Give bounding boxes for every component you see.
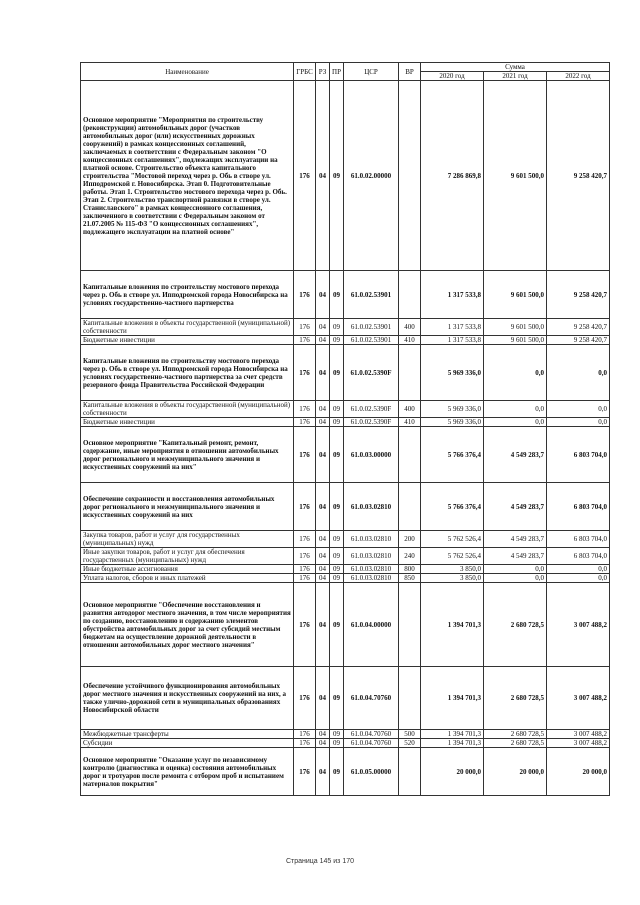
row-rz: 04	[316, 730, 330, 739]
row-2021: 9 601 500,0	[484, 81, 547, 271]
row-2022: 0,0	[547, 401, 610, 418]
row-grbs: 176	[294, 401, 316, 418]
row-2021: 9 601 500,0	[484, 319, 547, 336]
row-2021: 4 549 283,7	[484, 548, 547, 565]
header-2020: 2020 год	[421, 72, 484, 81]
row-name: Обеспечение сохранности и восстановления автомобильных дорог регионального и межмуниципального значения и искусственных сооружений на них	[81, 483, 294, 531]
row-grbs: 176	[294, 565, 316, 574]
row-2021: 9 601 500,0	[484, 336, 547, 345]
table-row	[81, 345, 610, 401]
row-2022: 3 007 488,2	[547, 730, 610, 739]
row-csr: 61.0.02.5390F	[344, 401, 399, 418]
row-2021: 2 680 728,5	[484, 739, 547, 748]
table-row	[81, 565, 610, 574]
row-2020: 1 394 701,3	[421, 667, 484, 730]
row-name: Капитальные вложения в объекты государственной (муниципальной) собственности	[81, 319, 294, 336]
row-2022: 0,0	[547, 418, 610, 427]
row-pr: 09	[330, 667, 344, 730]
row-2020: 1 317 533,8	[421, 336, 484, 345]
row-rz: 04	[316, 336, 330, 345]
header-2022: 2022 год	[547, 72, 610, 81]
row-grbs: 176	[294, 531, 316, 548]
row-vr: 240	[399, 548, 421, 565]
table-row	[81, 730, 610, 739]
header-vr: ВР	[399, 63, 421, 81]
row-rz: 04	[316, 583, 330, 667]
row-pr: 09	[330, 583, 344, 667]
row-pr: 09	[330, 565, 344, 574]
table-row	[81, 667, 610, 730]
row-name: Основное мероприятие "Оказание услуг по независимому контролю (диагностика и оценка) состояния автомобильных дорог и тротуаров после ремонта с отбором проб и испытанием материалов покрытия"	[81, 748, 294, 796]
row-name: Капитальные вложения в объекты государственной (муниципальной) собственности	[81, 401, 294, 418]
row-vr	[399, 483, 421, 531]
row-2021: 2 680 728,5	[484, 583, 547, 667]
table-row	[81, 531, 610, 548]
row-2021: 4 549 283,7	[484, 427, 547, 483]
page-footer: Страница 145 из 170	[285, 858, 355, 865]
table-row	[81, 548, 610, 565]
row-grbs: 176	[294, 739, 316, 748]
row-pr: 09	[330, 739, 344, 748]
row-csr: 61.0.02.5390F	[344, 418, 399, 427]
row-name: Основное мероприятие "Мероприятия по строительству (реконструкции) автомобильных дорог (участков автомобильных дорог (или) искусственных дорожных сооружений) в рамках концессионных соглашений, заключаемых в соответствии с Федеральным законом "О концессионных соглашениях", подлежащих эксплуатации на платной основе. Строительство объекта капитального строительства "Мостовой переход через р. Обь в створе ул. Ипподромской г. Новосибирска. Этап 0. Подготовительные работы. Этап 1. Строительство мостового перехода через р. Обь. Этап 2. Строительство транспортной развязки в створе ул. Станиславского" в рамках концессионного соглашения, заключенного в соответствии с Федеральным законом от 21.07.2005 № 115-ФЗ "О концессионных соглашениях", подлежащего эксплуатации на платной основе"	[81, 81, 294, 271]
header-csr: ЦСР	[344, 63, 399, 81]
row-2020: 20 000,0	[421, 748, 484, 796]
table-row	[81, 739, 610, 748]
table-row	[81, 336, 610, 345]
row-2021: 0,0	[484, 574, 547, 583]
row-name: Иные бюджетные ассигнования	[81, 565, 294, 574]
row-2021: 2 680 728,5	[484, 730, 547, 739]
row-2022: 6 803 704,0	[547, 483, 610, 531]
row-grbs: 176	[294, 271, 316, 319]
row-grbs: 176	[294, 418, 316, 427]
header-grbs: ГРБС	[294, 63, 316, 81]
row-2022: 9 258 420,7	[547, 319, 610, 336]
row-rz: 04	[316, 739, 330, 748]
row-grbs: 176	[294, 319, 316, 336]
row-vr	[399, 667, 421, 730]
row-vr: 520	[399, 739, 421, 748]
row-2020: 5 766 376,4	[421, 427, 484, 483]
row-name: Бюджетные инвестиции	[81, 418, 294, 427]
row-name: Основное мероприятие "Капитальный ремонт, ремонт, содержание, иные мероприятия в отношении автомобильных дорог регионального и межмуниципального значения и искусственных сооружений на них"	[81, 427, 294, 483]
row-2022: 9 258 420,7	[547, 336, 610, 345]
row-2020: 3 850,0	[421, 565, 484, 574]
row-pr: 09	[330, 748, 344, 796]
row-pr: 09	[330, 531, 344, 548]
row-grbs: 176	[294, 667, 316, 730]
row-2020: 5 969 336,0	[421, 401, 484, 418]
row-pr: 09	[330, 345, 344, 401]
row-2021: 0,0	[484, 345, 547, 401]
row-vr: 200	[399, 531, 421, 548]
row-rz: 04	[316, 319, 330, 336]
row-2020: 5 969 336,0	[421, 418, 484, 427]
row-rz: 04	[316, 667, 330, 730]
row-csr: 61.0.02.00000	[344, 81, 399, 271]
header-sum: Сумма	[421, 63, 610, 72]
row-csr: 61.0.04.70760	[344, 730, 399, 739]
row-rz: 04	[316, 401, 330, 418]
table-row	[81, 81, 610, 271]
table-row	[81, 427, 610, 483]
row-vr	[399, 427, 421, 483]
row-csr: 61.0.03.02810	[344, 483, 399, 531]
row-2022: 0,0	[547, 345, 610, 401]
row-grbs: 176	[294, 345, 316, 401]
budget-table	[80, 62, 610, 796]
row-pr: 09	[330, 401, 344, 418]
table-row	[81, 483, 610, 531]
row-2020: 1 394 701,3	[421, 739, 484, 748]
row-2021: 9 601 500,0	[484, 271, 547, 319]
row-vr: 400	[399, 401, 421, 418]
header-name: Наименование	[81, 63, 294, 81]
row-vr	[399, 345, 421, 401]
row-2020: 5 766 376,4	[421, 483, 484, 531]
row-rz: 04	[316, 574, 330, 583]
row-pr: 09	[330, 271, 344, 319]
row-rz: 04	[316, 418, 330, 427]
row-2020: 5 762 526,4	[421, 548, 484, 565]
row-2022: 3 007 488,2	[547, 583, 610, 667]
row-csr: 61.0.03.02810	[344, 574, 399, 583]
table-row	[81, 574, 610, 583]
row-rz: 04	[316, 565, 330, 574]
row-name: Обеспечение устойчивого функционирования автомобильных дорог местного значения и искусственных сооружений на них, а также улично-дорожной сети в муниципальных образованиях Новосибирской области	[81, 667, 294, 730]
row-vr: 410	[399, 418, 421, 427]
row-2020: 3 850,0	[421, 574, 484, 583]
row-2021: 0,0	[484, 418, 547, 427]
table-row	[81, 319, 610, 336]
row-2020: 5 969 336,0	[421, 345, 484, 401]
row-csr: 61.0.05.00000	[344, 748, 399, 796]
row-name: Иные закупки товаров, работ и услуг для обеспечения государственных (муниципальных) нужд	[81, 548, 294, 565]
row-2021: 2 680 728,5	[484, 667, 547, 730]
row-vr: 500	[399, 730, 421, 739]
row-2022: 9 258 420,7	[547, 81, 610, 271]
row-csr: 61.0.02.53901	[344, 336, 399, 345]
row-2022: 3 007 488,2	[547, 667, 610, 730]
row-csr: 61.0.02.53901	[344, 271, 399, 319]
row-name: Межбюджетные трансферты	[81, 730, 294, 739]
row-csr: 61.0.03.02810	[344, 565, 399, 574]
table-row	[81, 583, 610, 667]
row-rz: 04	[316, 748, 330, 796]
row-vr: 400	[399, 319, 421, 336]
row-rz: 04	[316, 271, 330, 319]
row-name: Капитальные вложения по строительству мостового перехода через р. Обь в створе ул. Ипподромской города Новосибирска на условиях государственно-частного партнерства	[81, 271, 294, 319]
row-pr: 09	[330, 319, 344, 336]
row-csr: 61.0.02.53901	[344, 319, 399, 336]
row-rz: 04	[316, 345, 330, 401]
row-2021: 0,0	[484, 565, 547, 574]
row-2022: 6 803 704,0	[547, 531, 610, 548]
row-name: Капитальные вложения по строительству мостового перехода через р. Обь в створе ул. Ипподромской города Новосибирска на условиях государственно-частного партнерства за счет средств резервного фонда Правительства Российской Федерации	[81, 345, 294, 401]
row-2021: 4 549 283,7	[484, 531, 547, 548]
row-vr	[399, 583, 421, 667]
row-vr	[399, 748, 421, 796]
row-pr: 09	[330, 548, 344, 565]
row-name: Уплата налогов, сборов и иных платежей	[81, 574, 294, 583]
row-2022: 9 258 420,7	[547, 271, 610, 319]
row-grbs: 176	[294, 427, 316, 483]
row-name: Бюджетные инвестиции	[81, 336, 294, 345]
row-rz: 04	[316, 531, 330, 548]
row-2020: 1 317 533,8	[421, 319, 484, 336]
row-rz: 04	[316, 483, 330, 531]
row-csr: 61.0.03.02810	[344, 548, 399, 565]
row-grbs: 176	[294, 336, 316, 345]
row-grbs: 176	[294, 748, 316, 796]
row-2022: 6 803 704,0	[547, 548, 610, 565]
row-2021: 20 000,0	[484, 748, 547, 796]
row-grbs: 176	[294, 81, 316, 271]
row-vr	[399, 271, 421, 319]
row-grbs: 176	[294, 483, 316, 531]
row-2020: 7 286 869,8	[421, 81, 484, 271]
row-2022: 0,0	[547, 565, 610, 574]
row-2021: 0,0	[484, 401, 547, 418]
row-rz: 04	[316, 81, 330, 271]
row-2022: 0,0	[547, 574, 610, 583]
row-csr: 61.0.04.70760	[344, 739, 399, 748]
row-vr	[399, 81, 421, 271]
row-csr: 61.0.03.02810	[344, 531, 399, 548]
row-pr: 09	[330, 427, 344, 483]
header-rz: РЗ	[316, 63, 330, 81]
row-pr: 09	[330, 81, 344, 271]
row-2021: 4 549 283,7	[484, 483, 547, 531]
row-pr: 09	[330, 336, 344, 345]
row-pr: 09	[330, 730, 344, 739]
row-pr: 09	[330, 483, 344, 531]
row-rz: 04	[316, 548, 330, 565]
row-grbs: 176	[294, 548, 316, 565]
table-row	[81, 401, 610, 418]
row-grbs: 176	[294, 574, 316, 583]
row-2020: 1 317 533,8	[421, 271, 484, 319]
row-2020: 1 394 701,3	[421, 583, 484, 667]
row-vr: 850	[399, 574, 421, 583]
row-2022: 6 803 704,0	[547, 427, 610, 483]
row-pr: 09	[330, 574, 344, 583]
row-name: Закупка товаров, работ и услуг для государственных (муниципальных) нужд	[81, 531, 294, 548]
row-grbs: 176	[294, 730, 316, 739]
row-rz: 04	[316, 427, 330, 483]
row-vr: 410	[399, 336, 421, 345]
row-csr: 61.0.03.00000	[344, 427, 399, 483]
row-name: Основное мероприятие "Обеспечение восстановления и развития автодорог местного значения, в том числе мероприятия по созданию, восстановлению и содержанию элементов обустройства автомобильных дорог за счет субсидий местным бюджетам на осуществление дорожной деятельности в отношении автомобильных дорог местного значения"	[81, 583, 294, 667]
table-row	[81, 418, 610, 427]
row-2020: 1 394 701,3	[421, 730, 484, 739]
row-csr: 61.0.04.70760	[344, 667, 399, 730]
row-2022: 3 007 488,2	[547, 739, 610, 748]
row-2022: 20 000,0	[547, 748, 610, 796]
header-2021: 2021 год	[484, 72, 547, 81]
row-csr: 61.0.02.5390F	[344, 345, 399, 401]
row-pr: 09	[330, 418, 344, 427]
row-name: Субсидии	[81, 739, 294, 748]
row-2020: 5 762 526,4	[421, 531, 484, 548]
row-vr: 800	[399, 565, 421, 574]
table-row	[81, 748, 610, 796]
row-grbs: 176	[294, 583, 316, 667]
table-row	[81, 271, 610, 319]
header-pr: ПР	[330, 63, 344, 81]
row-csr: 61.0.04.00000	[344, 583, 399, 667]
